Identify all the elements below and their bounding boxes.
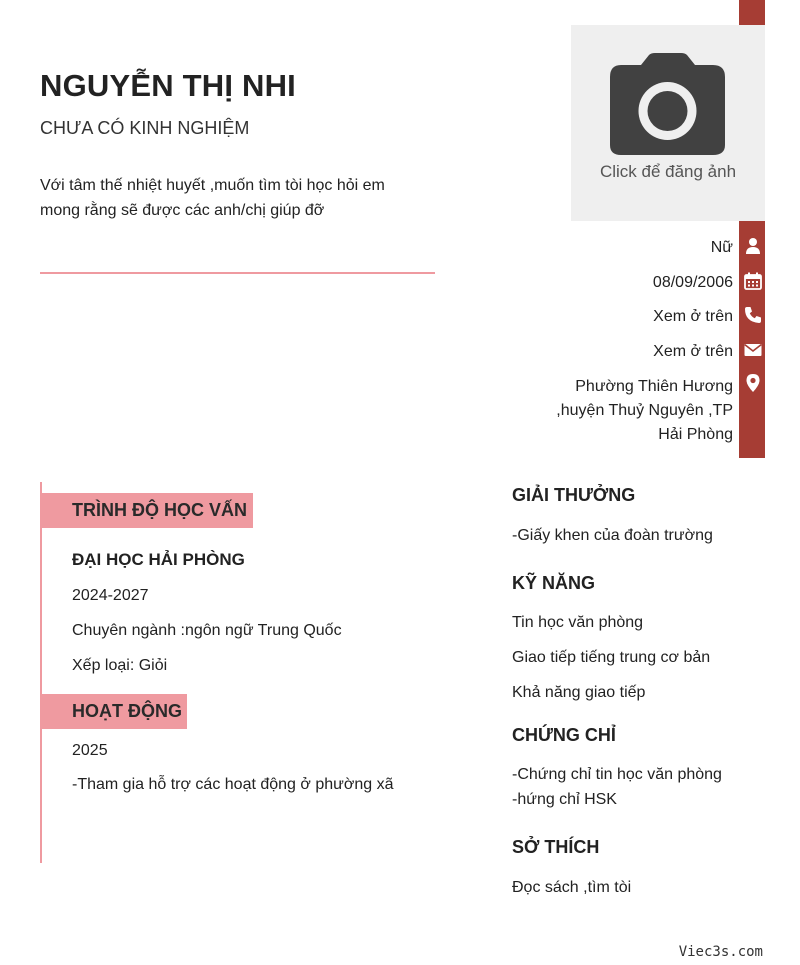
activities-heading: HOẠT ĐỘNG [41,694,187,729]
skill-item: Giao tiếp tiếng trung cơ bản [512,649,711,666]
accent-bar-top [739,0,765,25]
camera-icon [609,53,727,157]
skill-item: Khả năng giao tiếp [512,684,646,701]
certificates-heading: CHỨNG CHỈ [512,725,616,745]
email-icon [743,340,763,360]
address-line: ,huyện Thuỷ Nguyên ,TP [556,402,733,419]
objective-line: mong rằng sẽ được các anh/chị giúp đỡ [40,202,325,219]
skills-heading: KỸ NĂNG [512,573,596,593]
activity-detail: -Tham gia hỗ trợ các hoạt động ở phường xã [72,776,394,793]
address-line: Phường Thiên Hương [575,378,733,395]
location-icon [743,373,763,393]
user-icon [743,236,763,256]
certificate-item: -Chứng chỉ tin học văn phòng [512,766,722,783]
education-heading: TRÌNH ĐỘ HỌC VẤN [41,493,253,528]
address-line: Hải Phòng [658,426,733,443]
objective-line: Với tâm thế nhiệt huyết ,muốn tìm tòi học hỏi em [40,177,385,194]
awards-heading: GIẢI THƯỞNG [512,485,636,505]
candidate-position: CHƯA CÓ KINH NGHIỆM [40,118,250,138]
skill-item: Tin học văn phòng [512,614,644,631]
education-years: 2024-2027 [72,587,149,604]
photo-upload-caption: Click để đăng ảnh [599,162,737,181]
contact-birthday: 08/09/2006 [652,274,733,291]
left-column-divider [40,482,42,863]
career-objective [40,173,440,223]
education-major: Chuyên ngành :ngôn ngữ Trung Quốc [72,622,342,639]
activity-year: 2025 [72,742,108,759]
contact-phone: Xem ở trên [653,308,733,325]
photo-upload[interactable] [571,25,765,221]
award-item: -Giấy khen của đoàn trường [512,527,713,544]
education-school: ĐẠI HỌC HẢI PHÒNG [72,550,245,569]
candidate-name: NGUYỄN THỊ NHI [40,68,296,103]
certificate-item: -hứng chỉ HSK [512,791,617,808]
contact-gender: Nữ [710,239,733,256]
hobby-item: Đọc sách ,tìm tòi [512,879,632,896]
hobbies-heading: SỞ THÍCH [512,837,600,857]
contact-email: Xem ở trên [653,343,733,360]
phone-icon [743,305,763,325]
contact-address [556,375,733,447]
education-rank: Xếp loại: Giỏi [72,657,168,674]
calendar-icon [743,271,763,291]
footer-brand: Viec3s.com [678,944,763,960]
header-divider [40,272,435,274]
